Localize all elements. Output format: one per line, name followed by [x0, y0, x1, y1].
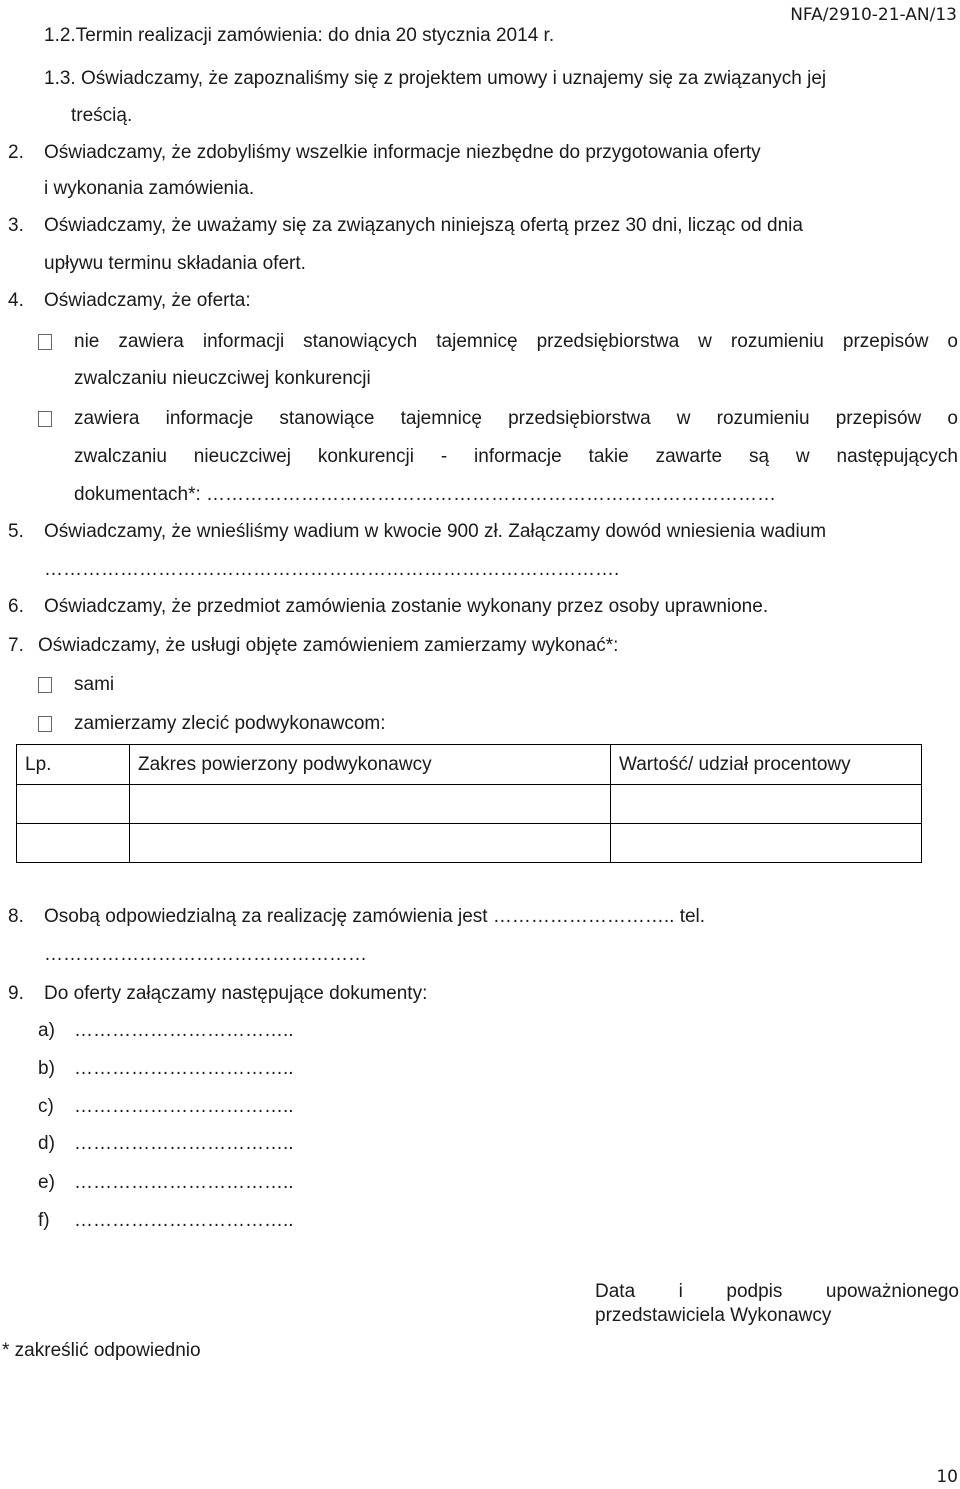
attachment-label: e) [38, 1172, 55, 1193]
item-5-number: 5. [8, 521, 24, 542]
table-row [17, 785, 922, 824]
column-header-value: Wartość/ udział procentowy [611, 745, 922, 785]
page-number: 10 [936, 1467, 958, 1487]
item-5-line-2: ………………………………………………………………………………. [44, 559, 620, 580]
item-3-line-1: Oświadczamy, że uważamy się za związanych niniejszą ofertą przez 30 dni, licząc od dnia [44, 215, 803, 236]
item-9-number: 9. [8, 983, 24, 1004]
option-checkbox-subcontract[interactable] [38, 716, 52, 732]
item-2-line-2: i wykonania zamówienia. [44, 178, 255, 199]
item-8-line-2: …………………………………………… [44, 944, 367, 965]
item-2-number: 2. [8, 142, 24, 163]
item-1-2: 1.2.Termin realizacji zamówienia: do dnia 20 stycznia 2014 r. [44, 25, 555, 46]
footnote: * zakreślić odpowiednio [2, 1340, 201, 1361]
option-subcontract-label: zamierzamy zlecić podwykonawcom: [74, 713, 386, 734]
table-row [17, 824, 922, 863]
document-reference: NFA/2910-21-AN/13 [790, 5, 957, 25]
table-cell-lp[interactable] [17, 785, 130, 824]
item-6-number: 6. [8, 596, 24, 617]
table-cell-lp[interactable] [17, 824, 130, 863]
item-8-number: 8. [8, 906, 24, 927]
table-cell-value[interactable] [611, 785, 922, 824]
option-contains-line-2: zwalczaniu nieuczciwej konkurencji - informacje takie zawarte są w następujących [74, 446, 958, 467]
table-cell-scope[interactable] [130, 824, 611, 863]
option-self-label: sami [74, 674, 115, 695]
attachment-line[interactable]: …………………………….. [74, 1058, 294, 1079]
item-9-line-1: Do oferty załączamy następujące dokumenty: [44, 983, 428, 1004]
attachment-label: a) [38, 1020, 55, 1041]
item-8-line-1: Osobą odpowiedzialną za realizację zamówienia jest ……………………….. tel. [44, 906, 706, 927]
option-not-contains-line-2: zwalczaniu nieuczciwej konkurencji [74, 368, 371, 389]
item-7-line-1: Oświadczamy, że usługi objęte zamówieniem zamierzamy wykonać*: [38, 635, 619, 656]
item-1-3-line-2: treścią. [71, 105, 133, 126]
option-checkbox-self[interactable] [38, 677, 52, 693]
option-checkbox-contains[interactable] [38, 411, 52, 427]
signature-caption-line-2: przedstawiciela Wykonawcy [595, 1305, 832, 1326]
signature-caption-line-1: Data i podpis upoważnionego [595, 1281, 959, 1302]
attachment-line[interactable]: …………………………….. [74, 1172, 294, 1193]
option-checkbox-not-contains[interactable] [38, 334, 52, 350]
attachment-line[interactable]: …………………………….. [74, 1133, 294, 1154]
table-cell-scope[interactable] [130, 785, 611, 824]
attachment-label: d) [38, 1133, 55, 1154]
option-contains-line-3: dokumentach*: ……………………………………………………………………………… [74, 484, 777, 505]
column-header-lp: Lp. [17, 745, 130, 785]
item-7-number: 7. [8, 635, 24, 656]
subcontractor-table [16, 744, 922, 863]
item-6-line-1: Oświadczamy, że przedmiot zamówienia zostanie wykonany przez osoby uprawnione. [44, 596, 769, 617]
attachment-line[interactable]: …………………………….. [74, 1210, 294, 1231]
attachment-label: c) [38, 1096, 54, 1117]
attachment-label: b) [38, 1058, 55, 1079]
option-not-contains-line-1: nie zawiera informacji stanowiących tajemnicę przedsiębiorstwa w rozumieniu przepisów o [74, 331, 958, 352]
column-header-scope: Zakres powierzony podwykonawcy [130, 745, 611, 785]
table-cell-value[interactable] [611, 824, 922, 863]
item-2-line-1: Oświadczamy, że zdobyliśmy wszelkie informacje niezbędne do przygotowania oferty [44, 142, 761, 163]
attachment-line[interactable]: …………………………….. [74, 1020, 294, 1041]
item-4-number: 4. [8, 290, 24, 311]
option-contains-line-1: zawiera informacje stanowiące tajemnicę przedsiębiorstwa w rozumieniu przepisów o [74, 408, 958, 429]
attachment-line[interactable]: …………………………….. [74, 1096, 294, 1117]
item-5-line-1: Oświadczamy, że wnieśliśmy wadium w kwocie 900 zł. Załączamy dowód wniesienia wadium [44, 521, 827, 542]
table-header-row [17, 745, 922, 785]
item-3-line-2: upływu terminu składania ofert. [44, 253, 306, 274]
item-4-line-1: Oświadczamy, że oferta: [44, 290, 251, 311]
attachment-label: f) [38, 1210, 50, 1231]
item-3-number: 3. [8, 215, 24, 236]
item-1-3-line-1: 1.3. Oświadczamy, że zapoznaliśmy się z projektem umowy i uznajemy się za związanych jej [44, 68, 827, 89]
